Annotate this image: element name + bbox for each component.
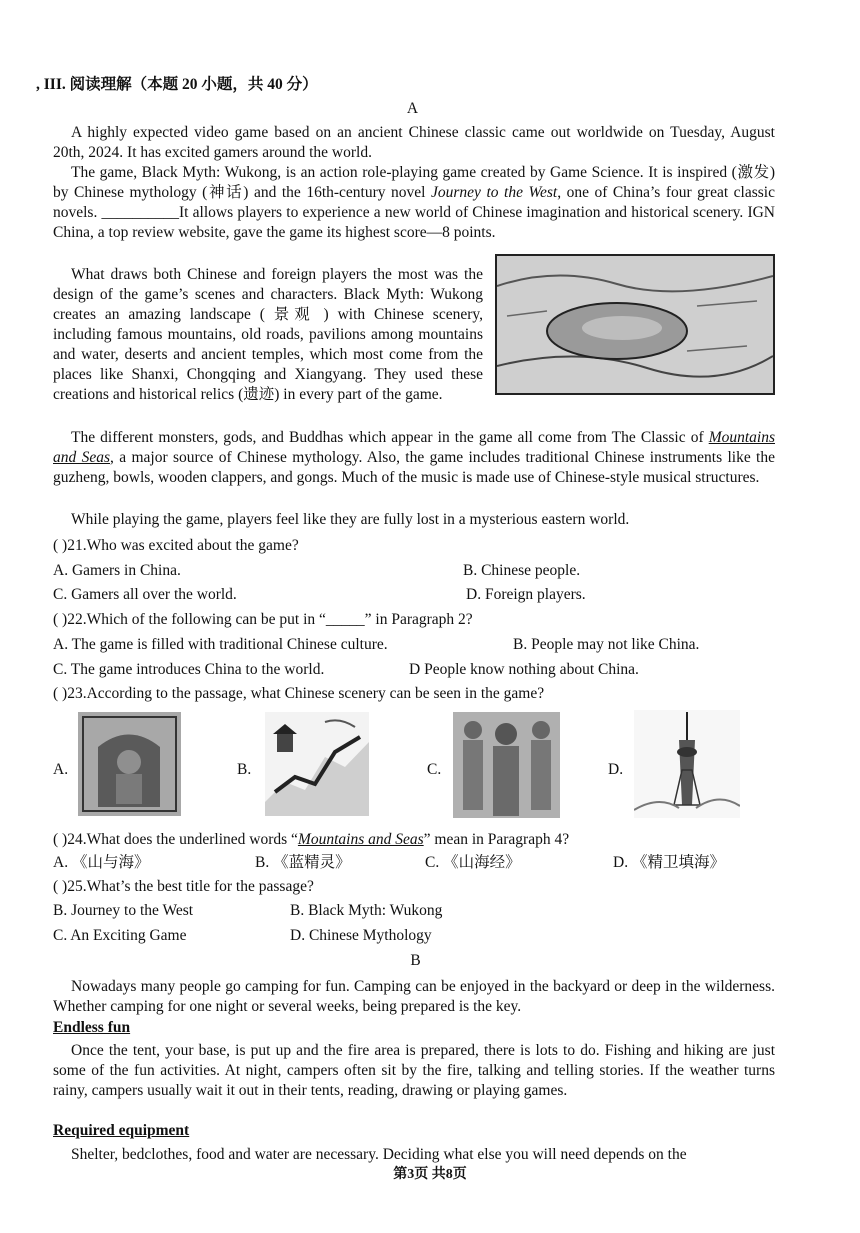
q24-option-b[interactable]: B. 《蓝精灵》 — [255, 854, 351, 871]
question-23-stem: ( )23.According to the passage, what Chinese scenery can be seen in the game? — [53, 685, 545, 702]
q23-option-b-label[interactable]: B. — [237, 761, 252, 778]
grottoes-image[interactable] — [78, 712, 181, 816]
q24-option-a[interactable]: A. 《山与海》 — [53, 854, 150, 871]
passage-a-letter: A — [406, 100, 419, 117]
q25-option-a[interactable]: B. Journey to the West — [53, 902, 194, 919]
q21-option-c[interactable]: C. Gamers all over the world. — [53, 586, 237, 603]
q22-option-a[interactable]: A. The game is filled with traditional Chinese culture. — [53, 636, 388, 653]
q22-option-b[interactable]: B. People may not like China. — [513, 636, 700, 653]
heading-required-equipment: Required equipment — [53, 1122, 190, 1139]
q21-option-a[interactable]: A. Gamers in China. — [53, 562, 181, 579]
question-21-stem: ( )21.Who was excited about the game? — [53, 537, 299, 554]
passage-a-paragraph-3: What draws both Chinese and foreign players the most was the design of the game’s scenes and characters. Black Myth: Wukong creates an amazing landscape ( 景观 ) with Chinese scenery, including famous mountains, old roads, pavilions among mountains and water, deserts and ancient temples, which most come from the places like Shanxi, Chongqing and Xiangyang. They used these creations and historical relics (遗迹) in every part of the game. — [53, 266, 483, 403]
q25-option-c[interactable]: C. An Exciting Game — [53, 927, 187, 944]
tv-tower-image[interactable] — [634, 710, 740, 818]
game-scene-image — [495, 254, 775, 395]
passage-b-paragraph-1: Nowadays many people go camping for fun. Camping can be enjoyed in the backyard or deep in the wilderness. Whether camping for one night or several weeks, being prepared is the key. — [53, 978, 775, 1015]
q24-option-c[interactable]: C. 《山海经》 — [425, 854, 521, 871]
passage-a-paragraph-2: The game, Black Myth: Wukong, is an action role-playing game created by Game Science. It is inspired (激发) by Chinese mythology (神话) and the 16th-century novel Journey to the West, one of China’s four great classic novels. __________It allows players to experience a new world of Chinese imagination and historical scenery. IGN China, a top review website, gave the game its highest score—8 points. — [53, 164, 775, 241]
q23-option-a-label[interactable]: A. — [53, 761, 69, 778]
passage-b-letter: B — [410, 952, 421, 969]
q22-option-c[interactable]: C. The game introduces China to the world. — [53, 661, 325, 678]
section-marker: , — [36, 76, 44, 93]
question-25-stem: ( )25.What’s the best title for the passage? — [53, 878, 314, 895]
q24-option-d[interactable]: D. 《精卫填海》 — [613, 854, 725, 871]
terracotta-warriors-image[interactable] — [453, 712, 560, 818]
passage-a-paragraph-1: A highly expected video game based on an ancient Chinese classic came out worldwide on Tuesday, August 20th, 2024. It has excited gamers around the world. — [53, 124, 775, 161]
passage-a-paragraph-4: The different monsters, gods, and Buddhas which appear in the game all come from The Classic of Mountains and Seas, a major source of Chinese mythology. Also, the game includes traditional Chinese instruments like the guzheng, bowls, wooden clappers, and gongs. Much of the music is made use of Chinese-style musical structures. — [53, 429, 775, 486]
passage-b-paragraph-2: Once the tent, your base, is put up and the fire area is prepared, there is lots to do. Fishing and hiking are just some of the fun activities. At night, campers often sit by the fire, talking and telling stories. If the weather turns rainy, campers usually wait it out in their tents, reading, drawing or playing games. — [53, 1042, 775, 1099]
q23-option-c-label[interactable]: C. — [427, 761, 442, 778]
q25-option-b[interactable]: B. Black Myth: Wukong — [290, 902, 443, 919]
q21-option-d[interactable]: D. Foreign players. — [466, 586, 586, 603]
great-wall-image[interactable] — [265, 712, 369, 816]
section-header: , III. 阅读理解（本题 20 小题，共 40 分） — [36, 76, 318, 93]
question-22-stem: ( )22.Which of the following can be put in “_____” in Paragraph 2? — [53, 611, 473, 628]
q22-option-d[interactable]: D People know nothing about China. — [409, 661, 639, 678]
passage-a-paragraph-5: While playing the game, players feel like they are fully lost in a mysterious eastern world. — [71, 511, 630, 528]
passage-b-paragraph-3: Shelter, bedclothes, food and water are necessary. Deciding what else you will need depends on the — [71, 1146, 687, 1163]
heading-endless-fun: Endless fun — [53, 1019, 131, 1036]
q23-option-d-label[interactable]: D. — [608, 761, 624, 778]
question-24-stem: ( )24.What does the underlined words “Mountains and Seas” mean in Paragraph 4? — [53, 831, 570, 848]
page-footer: 第3页 共8页 — [393, 1167, 467, 1182]
q25-option-d[interactable]: D. Chinese Mythology — [290, 927, 432, 944]
q21-option-b[interactable]: B. Chinese people. — [463, 562, 581, 579]
